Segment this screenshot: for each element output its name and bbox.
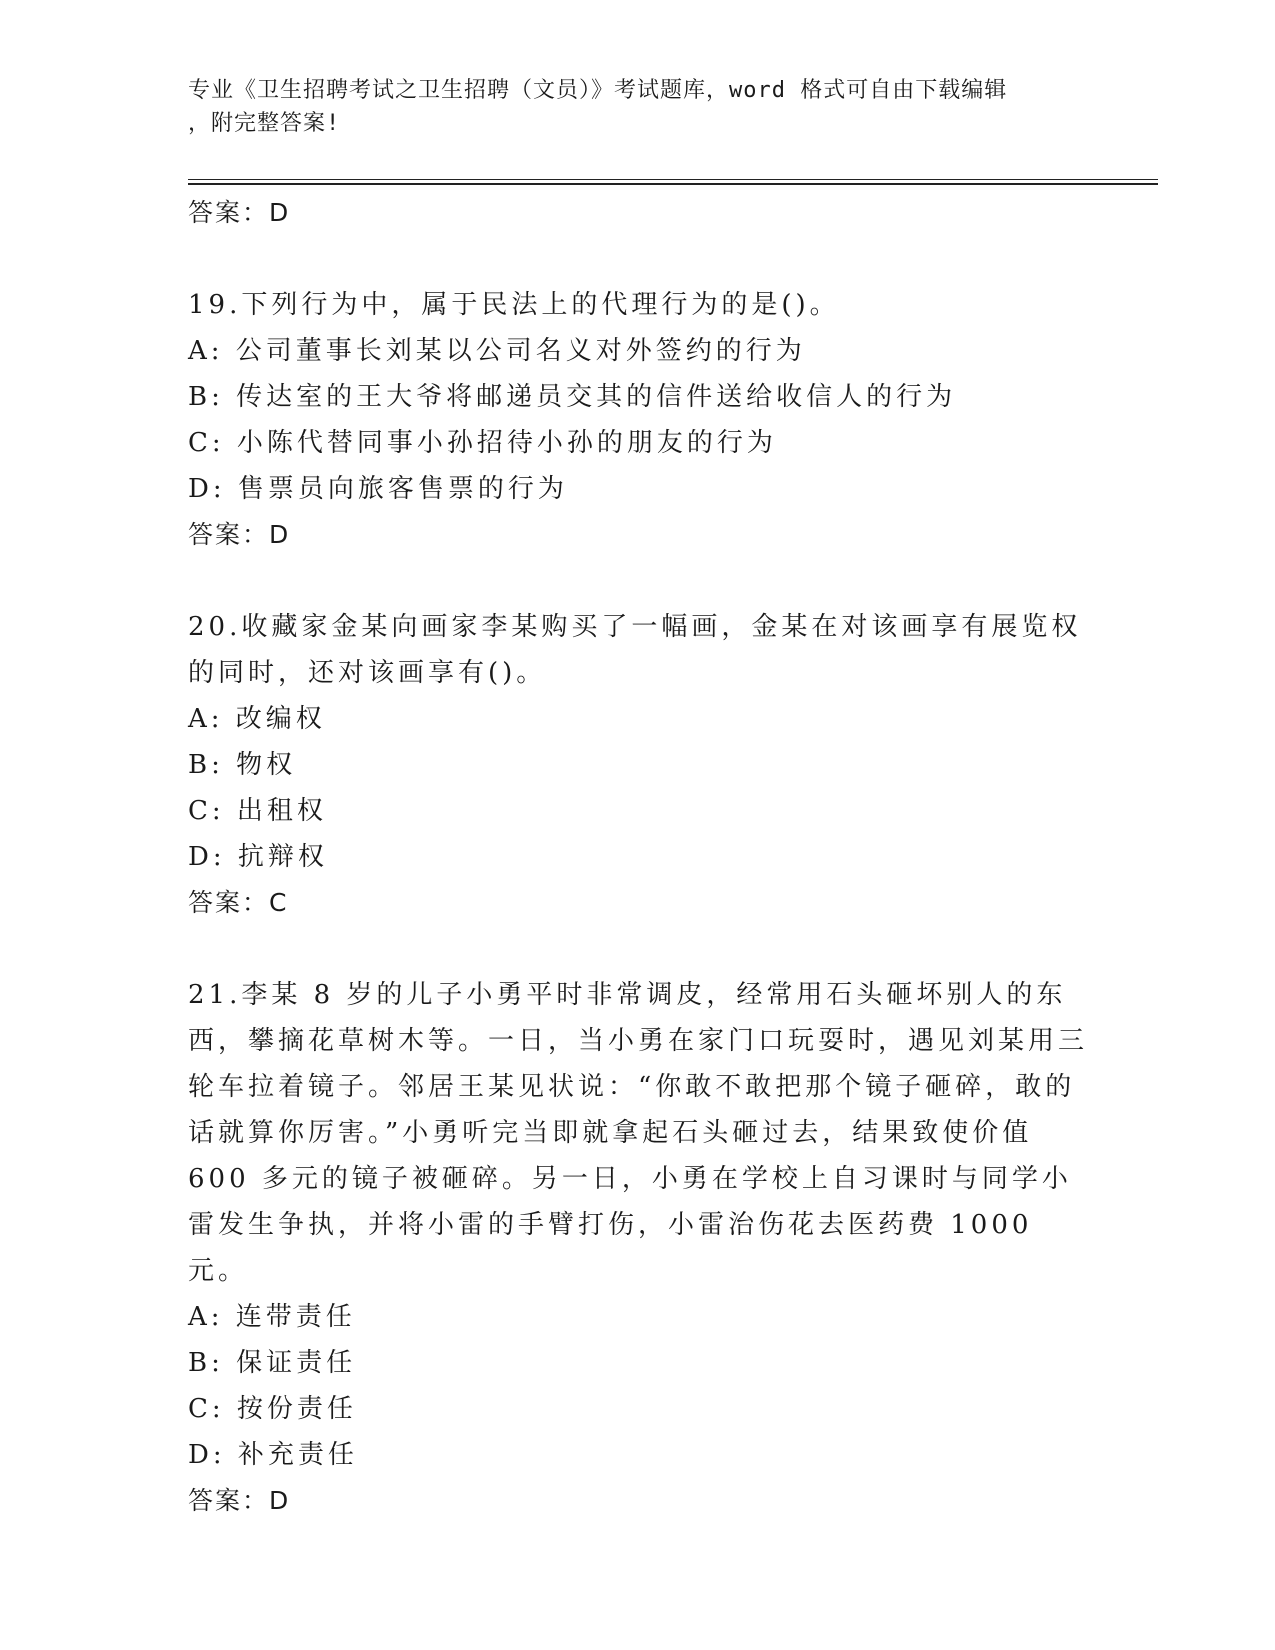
option-d: D: 售票员向旅客售票的行为 [188,474,568,504]
option-b: B: 保证责任 [188,1348,357,1378]
option-a: A: 公司董事长刘某以公司名义对外签约的行为 [188,336,806,366]
question-text: 19.下列行为中，属于民法上的代理行为的是()。 [188,290,840,320]
option-c: C: 出租权 [188,796,327,826]
header-divider-thick [188,183,1158,185]
header-line-2: ，附完整答案! [188,111,341,136]
option-c: C: 按份责任 [188,1394,357,1424]
option-b: B: 物权 [188,750,297,780]
header-line-1: 专业《卫生招聘考试之卫生招聘（文员）》考试题库，word 格式可自由下载编辑 [188,78,1008,103]
option-a: A: 改编权 [188,704,326,734]
option-a: A: 连带责任 [188,1302,356,1332]
question-text: 21.李某 8 岁的儿子小勇平时非常调皮，经常用石头砸坏别人的东西，攀摘花草树木等。一日，当小勇在家门口玩耍时，遇见刘某用三轮车拉着镜子。邻居王某见状说：“你敢不敢把那个镜子砸碎，敢的话就算你厉害。”小勇听完当即就拿起石头砸过去，结果致使价值 600 多元的镜子被砸碎。另一日，小勇在学校上自习课时与同学小雷发生争执，并将小雷的手臂打伤，小雷治伤花去医药费 1000 元。 [188,980,1089,1286]
page-header [188,74,1088,140]
question-content [188,190,1088,1524]
option-c: C: 小陈代替同事小孙招待小孙的朋友的行为 [188,428,777,458]
option-d: D: 抗辩权 [188,842,328,872]
question-21 [188,972,1088,1524]
answer: 答案：C [188,888,289,917]
option-d: D: 补充责任 [188,1440,358,1470]
header-divider-thin [188,179,1158,180]
question-19 [188,282,1088,558]
question-20 [188,604,1088,926]
question-text: 20.收藏家金某向画家李某购买了一幅画，金某在对该画享有展览权的同时，还对该画享有()。 [188,612,1082,688]
option-b: B: 传达室的王大爷将邮递员交其的信件送给收信人的行为 [188,382,957,412]
answer: 答案：D [188,520,291,549]
previous-answer: 答案：D [188,198,291,227]
answer: 答案：D [188,1486,291,1515]
